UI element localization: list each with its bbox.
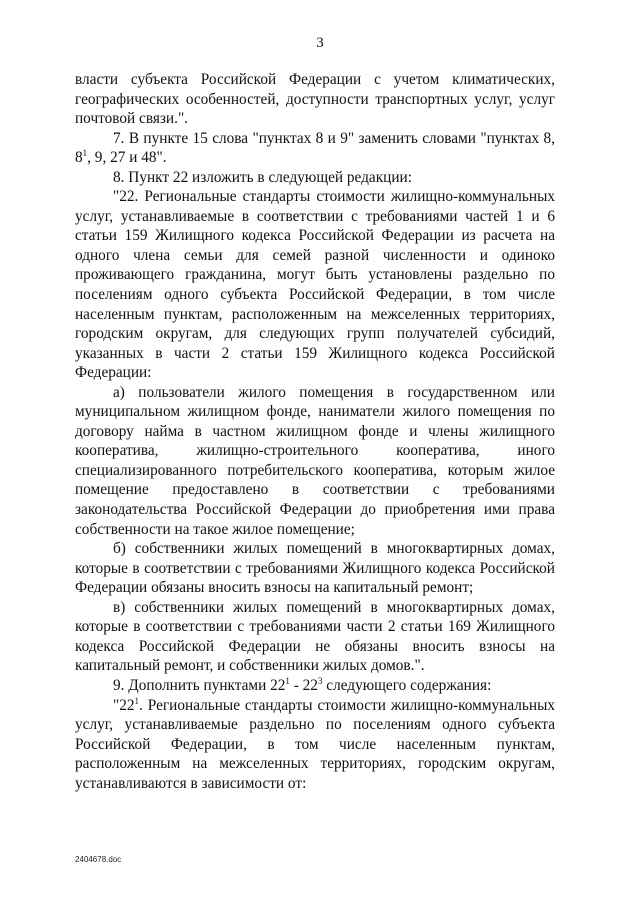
text-run: б) собственники жилых помещений в многоквартирных домах, которые в соответствии с требованиями Жилищного кодекса Российской Федерации обязаны вносить взносы на капитальный ремонт; (75, 540, 555, 597)
text-run: 8. Пункт 22 изложить в следующей редакции: (113, 168, 412, 186)
page-number: 3 (316, 35, 324, 51)
paragraph-p7 (75, 598, 555, 676)
text-run: "22. Региональные стандарты стоимости жилищно-коммунальных услуг, устанавливаемые в соответствии с требованиями частей 1 и 6 статьи 159 Жилищного кодекса Российской Федерации из расчета на одного члена семьи для семей разной численности и одиноко проживающего гражданина, могут быть установлены раздельно по поселениям одного субъекта Российской Федерации, в том числе населенным пунктам, расположенным на межселенных территориях, городским округам, для следующих групп получателей субсидий, указанных в части 2 статьи 159 Жилищного кодекса Российской Федерации: (75, 188, 555, 382)
text-run: 9. Дополнить пунктами 22 (113, 676, 286, 694)
paragraph-p4 (75, 187, 555, 382)
document-body (75, 70, 555, 793)
paragraph-p2 (75, 129, 555, 168)
paragraph-p9 (75, 696, 555, 794)
paragraph-p6 (75, 539, 555, 598)
text-run: следующего содержания: (322, 676, 492, 694)
text-run: власти субъекта Российской Федерации с учетом климатических, географических особенностей, доступности транспортных услуг, услуг почтовой связи.". (75, 71, 555, 128)
text-run: а) пользователи жилого помещения в государственном или муниципальном жилищном фонде, наниматели жилого помещения по договору найма в частном жилищном фонде и члены жилищного кооператива, жилищно-строительного кооператива, иного специализированного потребительского кооператива, которым жилое помещение предоставлено в соответствии с требованиями законодательства Российской Федерации до приобретения ими права собственности на такое жилое помещение; (75, 383, 555, 538)
text-run: "22 (113, 696, 135, 714)
paragraph-p1 (75, 70, 555, 129)
text-run: в) собственники жилых помещений в многоквартирных домах, которые в соответствии с требованиями части 2 статьи 169 Жилищного кодекса Российской Федерации не обязаны вносить взносы на капитальный ремонт, и собственники жилых домов.". (75, 598, 555, 675)
footer-filename: 2404678.doc (75, 855, 122, 864)
superscript: 1 (82, 148, 88, 159)
paragraph-p8 (75, 676, 555, 696)
superscript: 1 (134, 695, 140, 706)
text-run: 7. В пункте 15 слова "пунктах 8 и 9" заменить словами "пунктах 8, 8 (75, 129, 555, 167)
text-run: - 22 (289, 676, 318, 694)
superscript: 1 (285, 675, 290, 686)
paragraph-p3 (75, 168, 555, 188)
paragraph-p5 (75, 383, 555, 539)
text-run: , 9, 27 и 48". (87, 149, 167, 167)
superscript: 3 (317, 675, 323, 686)
text-run: . Региональные стандарты стоимости жилищно-коммунальных услуг, устанавливаемые раздельно по поселениям одного субъекта Российской Федерации, в том числе населенным пунктам, расположенным на межселенных территориях, городским округам, устанавливаются в зависимости от: (75, 696, 555, 792)
